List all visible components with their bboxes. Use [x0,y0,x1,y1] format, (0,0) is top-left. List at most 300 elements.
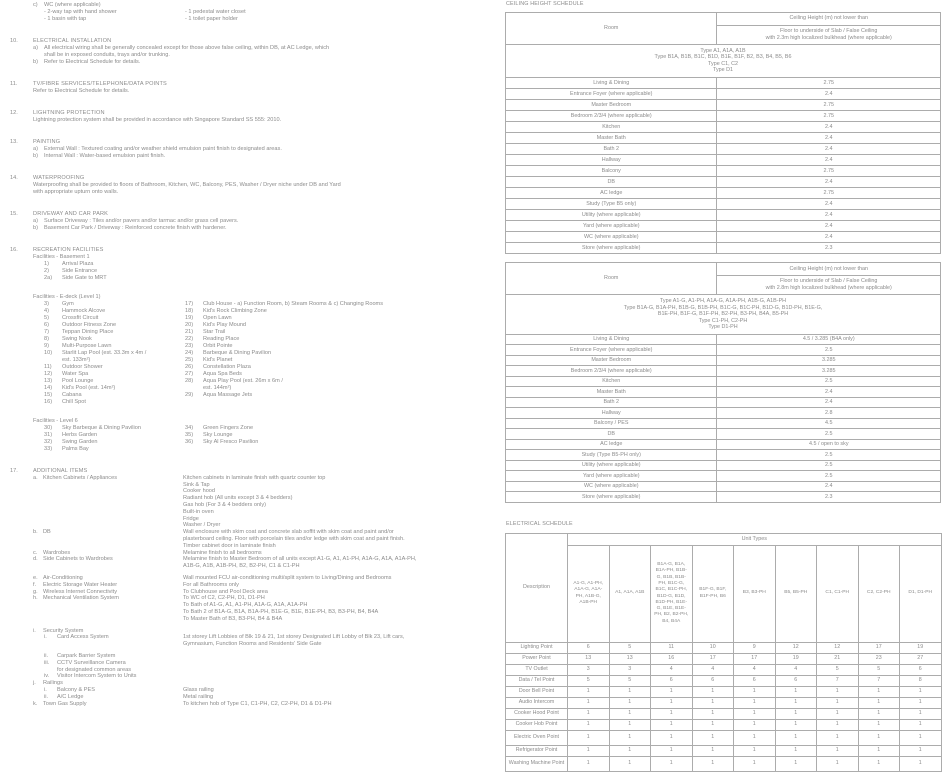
item-key: k. [33,700,38,707]
section-11 [10,81,502,95]
item-key: i. [44,686,47,693]
list-item: Constellation Plaza [203,364,251,370]
section-number-text: 11. [10,81,18,87]
text-line [33,602,502,609]
table-row [506,12,941,25]
unit-column-header-cell: B1F-G, B1F, B1F-PH, B6 [692,545,734,642]
unit-type-line: Type D1 [712,67,734,74]
list-number: 12) [44,371,53,377]
value-cell: 1 [568,697,610,708]
value-cell: 7 [817,675,859,686]
list-number: 14) [44,385,53,391]
list-number: 4) [44,308,49,314]
room-cell: Bedroom 2/3/4 (where applicable) [506,366,717,377]
item-description: Gas hob (For 3 & 4 bedders only) [183,501,267,508]
item-description: Melamine finish to all bedrooms [183,549,262,556]
text-line [33,475,502,482]
text: - 1 basin with tap [44,16,87,22]
item-description: Kitchen cabinets in laminate finish with quartz counter top [183,474,326,481]
room-cell: Utility (where applicable) [506,209,717,220]
height-cell: 2.8 [717,408,941,419]
text-line [33,516,502,523]
room-cell: Living & Dining [506,77,717,88]
value-cell: 1 [651,730,693,745]
value-cell: 19 [900,642,942,653]
section-title: DRIVEWAY AND CAR PARK [33,211,109,217]
table-row [506,418,941,429]
text-line [33,16,502,23]
value-cell: 5 [609,675,651,686]
text-line [33,189,502,196]
text: Refer to Electrical Schedule for details. [44,59,141,65]
value-cell: 1 [568,686,610,697]
description-cell: Cooker Hob Point [506,719,568,730]
room-cell: AC ledge [506,187,717,198]
list-number: 20) [185,322,194,328]
text-line [33,543,502,550]
room-cell: Yard (where applicable) [506,471,717,482]
table-row [506,77,941,88]
item-key: i. [33,627,36,634]
value-cell: 1 [568,708,610,719]
room-cell: Utility (where applicable) [506,460,717,471]
value-cell: 1 [734,686,776,697]
item-description: plasterboard ceiling. Floor with porcelain tiles and/or ledge with skim coat and paint finish. [183,535,405,542]
list-number: 2a) [44,275,53,281]
list-number: 26) [185,364,194,370]
text-line [33,308,502,315]
item-key: a) [33,218,38,224]
list-number: 31) [44,432,53,438]
subheading: Facilities - Basement 1 [33,254,90,260]
table-row [506,697,942,708]
value-cell: 1 [817,708,859,719]
height-cell: 4.5 / open to sky [717,439,941,450]
value-cell: 10 [692,642,734,653]
section-title: TV/FIBRE SERVICES/TELEPHONE/DATA POINTS [33,81,167,87]
height-cell: 2.4 [717,387,941,398]
list-number: 30) [44,425,53,431]
table-row [506,220,941,231]
item-description: A1B-G, A1B, A1B-PH, B2, B2-PH, C1 & C1-PH [183,563,300,570]
item-label: DB [43,529,51,536]
section-body [33,175,502,196]
table-row [506,533,942,545]
item-description: Sink & Tap [183,481,210,488]
room-cell: Bedroom 2/3/4 (where applicable) [506,110,717,121]
table-row [506,165,941,176]
table-row [506,708,942,719]
text-line [33,343,502,350]
text-line [33,81,502,88]
table-row [506,408,941,419]
text-line [33,680,502,687]
item-key: i. [44,634,47,641]
text-line [33,641,502,648]
text-line [33,482,502,489]
table-row [506,154,941,165]
value-cell: 1 [651,756,693,771]
section-number-text: 14. [10,175,18,181]
item-key: b. [33,529,38,536]
value-cell: 1 [651,686,693,697]
value-cell: 1 [734,745,776,756]
room-cell: Store (where applicable) [506,242,717,253]
table-row [506,44,941,77]
value-cell: 1 [775,756,817,771]
text-line [33,38,502,45]
text-line [33,350,502,357]
electrical-schedule-table-wrap [505,533,941,772]
description-cell: TV Outlet [506,664,568,675]
section-body [33,38,502,66]
table-row [506,653,942,664]
value-cell: 6 [900,664,942,675]
section-number [10,81,17,88]
list-number: 8) [44,336,49,342]
item-description: Wall enclosure with skim coat and concrete slab soffit with skim coat and paint and/or [183,529,394,536]
value-cell: 1 [651,745,693,756]
text-line [33,117,502,124]
room-cell: Balcony / PES [506,418,717,429]
item-label: Air-Conditioning [43,574,83,581]
item-description: For all Bathrooms only [183,581,239,588]
table-row [506,545,942,642]
unit-type-line: Type A1, A1A, A1B [700,47,746,54]
text: Lightning protection system shall be provided in accordance with Singapore Standard SS 555: 2010. [33,117,282,123]
height-cell: 2.3 [717,242,941,253]
height-cell: 2.75 [717,77,941,88]
list-item: Chill Spot [62,399,86,405]
text-line [33,536,502,543]
section-body [33,468,502,707]
item-label: Side Cabinets to Wardrobes [43,556,113,563]
item-label: for designated common areas [57,666,132,673]
text-line [33,294,502,301]
value-cell: 12 [817,642,859,653]
text-line [33,336,502,343]
value-cell: 1 [775,708,817,719]
unit-column-header-cell: C1, C1-PH [817,545,859,642]
item-key: ii. [44,652,49,659]
list-item: Sky Al Fresco Pavilion [203,439,259,445]
specifications-text-column [10,2,502,722]
item-label: Visitor Intercom System to Units [57,673,137,680]
section-number [10,247,18,254]
description-cell: Audio Intercom [506,697,568,708]
value-cell: 1 [900,730,942,745]
description-cell: Refrigerator Point [506,745,568,756]
table-row [506,439,941,450]
section-body [33,81,502,95]
value-cell: 1 [900,756,942,771]
value-cell: 1 [651,719,693,730]
list-number: 2) [44,268,49,274]
table-row [506,88,941,99]
list-number: 15) [44,392,53,398]
text-line [33,371,502,378]
value-cell: 16 [651,653,693,664]
unit-column-header-cell: C2, C2-PH [858,545,900,642]
table-row [506,143,941,154]
room-cell: WC (where applicable) [506,481,717,492]
description-header-cell: Description [506,533,568,642]
value-cell: 3 [568,664,610,675]
room-cell: AC ledge [506,439,717,450]
unit-type-line: Type C1, C2 [708,60,738,67]
value-cell: 1 [775,719,817,730]
section-10 [10,38,502,66]
room-cell: Yard (where applicable) [506,220,717,231]
height-cell: 2.4 [717,121,941,132]
item-label: Security System [43,627,84,634]
value-cell: 1 [651,708,693,719]
item-description: Glass railing [183,686,214,693]
height-cell: 2.5 [717,345,941,356]
subheader-cell [717,275,941,294]
list-number: 25) [185,357,194,363]
text-line [33,247,502,254]
item-key: j. [33,680,36,687]
text-line [33,254,502,261]
room-cell: Master Bedroom [506,99,717,110]
room-header-cell: Room [506,12,717,44]
room-cell: Hallway [506,408,717,419]
text-line [33,301,502,308]
unit-column-header-cell: A1, A1A, A1B [609,545,651,642]
height-cell: 2.4 [717,88,941,99]
value-cell: 1 [858,708,900,719]
list-number: 16) [44,399,53,405]
list-number: 10) [44,350,53,356]
list-number: 22) [185,336,194,342]
text-line [33,406,502,418]
value-cell: 1 [692,686,734,697]
table-row [506,262,941,275]
height-cell: 2.75 [717,99,941,110]
list-item: Kid's Pool (est. 14m²) [62,385,116,391]
value-cell: 5 [817,664,859,675]
section-title: RECREATION FACILITIES [33,247,104,253]
text-line [33,509,502,516]
value-cell: 6 [692,675,734,686]
text-line [33,211,502,218]
height-cell: 2.5 [717,460,941,471]
height-cell: 2.4 [717,132,941,143]
text-line [33,218,502,225]
table-row [506,686,942,697]
item-description: To WC of C2, C2-PH, D1, D1-PH [183,595,265,602]
value-cell: 1 [568,719,610,730]
text: with appropriate upturn onto walls. [33,189,119,195]
value-cell: 1 [858,719,900,730]
text-line [33,616,502,623]
value-cell: 1 [609,686,651,697]
value-cell: 1 [817,745,859,756]
section-title: WATERPROOFING [33,175,85,181]
text: Internal Wall : Water-based emulsion paint finish. [44,153,166,159]
table-row [506,242,941,253]
section-body [33,211,502,232]
text-line [33,502,502,509]
unit-column-header-cell: A1-G, A1-PH, A1A-G, A1A-PH, A1B-G, A1B-PH [568,545,610,642]
value-cell: 1 [900,719,942,730]
value-cell: 1 [858,686,900,697]
list-item: Green Fingers Zone [203,425,254,431]
description-cell: Door Bell Point [506,686,568,697]
height-cell: 2.4 [717,143,941,154]
list-item: Multi-Purpose Lawn [62,343,112,349]
unit-column-header-cell: B3, B3-PH [734,545,776,642]
table-row [506,121,941,132]
height-cell: 4.5 [717,418,941,429]
description-cell: Cooker Hood Point [506,708,568,719]
text-line [33,446,502,453]
description-cell: Lighting Point [506,642,568,653]
text-line [33,488,502,495]
list-item: Aqua Play Pool (est. 26m x 6m / [203,378,283,384]
value-cell: 1 [568,756,610,771]
text-line [33,556,502,563]
schedules-column [505,1,941,772]
ceiling-table-2 [505,262,941,503]
table-row [506,745,942,756]
value-cell: 1 [609,756,651,771]
list-item: Starlit Lap Pool (est. 33.3m x 4m / [62,350,147,356]
item-description: To Master Bath of B3, B3-PH, B4 & B4A [183,615,283,622]
list-number: 35) [185,432,194,438]
list-item: Crossfit Circuit [62,315,99,321]
table-row [506,450,941,461]
text: Surface Driveway : Tiles and/or pavers and/or tarmac and/or grass cell pavers. [44,218,239,224]
value-cell: 1 [817,686,859,697]
item-description: Wall mounted FCU air-conditioning multi/split system to Living/Dining and Bedrooms [183,574,392,581]
unit-type-line: Type A1-G, A1-PH, A1A-G, A1A-PH, A1B-G, A1B-PH [659,297,787,304]
item-description: Built-in oven [183,508,214,515]
unit-column-header-cell: B5, B5-PH [775,545,817,642]
height-cell: 2.4 [717,220,941,231]
section-title: PAINTING [33,139,61,145]
list-item: Club House - a) Function Room, b) Steam Rooms & c) Changing Rooms [203,301,384,307]
list-item: Open Lawn [203,315,232,321]
unit-type-line: Type C1-PH, C2-PH [698,317,748,324]
text-line [33,59,502,66]
item-key: g. [33,588,38,595]
table-row [506,387,941,398]
list-number: 18) [185,308,194,314]
text-line [33,495,502,502]
list-item: Side Entrance [62,268,98,274]
table-row [506,99,941,110]
value-cell: 1 [609,745,651,756]
room-cell: Study (Type B5-PH only) [506,450,717,461]
text-line [33,315,502,322]
text-line [33,225,502,232]
table-row [506,110,941,121]
text-line [33,364,502,371]
table-row [506,334,941,345]
table-row [506,397,941,408]
section-number-text: 15. [10,211,18,217]
value-cell: 5 [568,675,610,686]
text-line [33,418,502,425]
item-description: To Bath 2 of B1A-G, B1A, B1A-PH, B1E-G, B1E, B1E-PH, B3, B3-PH, B4, B4A [183,608,379,615]
section-number-text: 10. [10,38,18,44]
list-number: 6) [44,322,49,328]
text-line [33,261,502,268]
value-cell: 1 [609,719,651,730]
text-line [33,88,502,95]
item-key: b) [33,153,38,159]
section [10,2,502,23]
item-label: Carpark Barrier System [57,652,116,659]
value-cell: 7 [858,675,900,686]
height-cell: 3.285 [717,366,941,377]
table-row [506,209,941,220]
list-item: Side Gate to MRT [62,275,107,281]
list-item: Sky Lounge [203,432,233,438]
subheader-cell [717,25,941,44]
room-cell: Kitchen [506,376,717,387]
room-cell: Hallway [506,154,717,165]
section-14 [10,175,502,196]
list-number: 34) [185,425,194,431]
value-cell: 3 [609,664,651,675]
value-cell: 1 [900,686,942,697]
section-number [10,211,18,218]
height-cell: 2.5 [717,471,941,482]
value-cell: 1 [900,708,942,719]
list-number: 13) [44,378,53,384]
section-number-text: 13. [10,139,18,145]
value-cell: 17 [692,653,734,664]
height-cell: 2.5 [717,450,941,461]
list-item: Star Trail [203,329,226,335]
list-number: 19) [185,315,194,321]
section-15 [10,211,502,232]
item-description: Cooker hood [183,488,216,495]
item-description: Radiant hob (All units except 3 & 4 bedders) [183,495,293,502]
item-description: Timber cabinet door in laminate finish [183,542,276,549]
value-cell: 1 [692,745,734,756]
value-cell: 19 [775,653,817,664]
unit-type-line: Type D1-PH [708,324,738,331]
text-line [33,589,502,596]
value-cell: 5 [858,664,900,675]
unit-types-cell [506,294,941,334]
value-cell: 12 [775,642,817,653]
value-cell: 17 [858,642,900,653]
text-line [33,609,502,616]
item-description: 1st storey Lift Lobbies of Blk 19 & 21, 1st storey Designated Lift Lobby of Blk 23, Lift cars, [183,634,405,641]
value-cell: 1 [734,730,776,745]
value-cell: 1 [692,730,734,745]
list-item: Water Spa [62,371,89,377]
room-cell: DB [506,429,717,440]
value-cell: 1 [568,745,610,756]
item-key: h. [33,595,38,602]
item-label: Balcony & PES [57,686,95,693]
item-label: Wireless Internet Connectivity [43,588,117,595]
table-row [506,471,941,482]
value-cell: 1 [775,730,817,745]
text-line [33,282,502,294]
item-description: Metal railing [183,693,214,700]
item-description: Fridge [183,515,199,522]
table-row [506,730,942,745]
list-item: est. 133m²) [62,357,91,363]
item-key: e. [33,574,38,581]
